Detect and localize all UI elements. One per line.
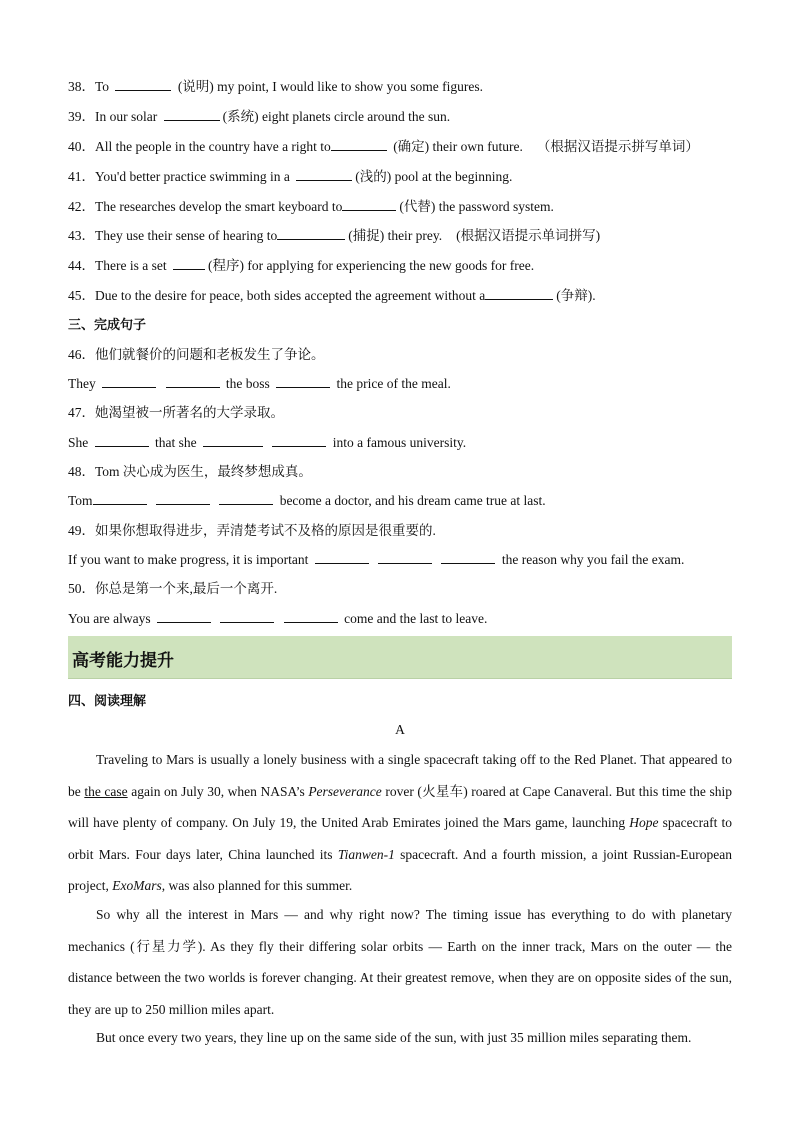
answer-blank[interactable] bbox=[115, 78, 171, 91]
question-text: (说明) my point, I would like to show you some figures. bbox=[174, 79, 484, 94]
answer-blank[interactable] bbox=[277, 227, 345, 240]
answer-blank[interactable] bbox=[331, 138, 387, 151]
question-text: (系统) eight planets circle around the sun. bbox=[222, 109, 451, 124]
question-text: (争辩). bbox=[556, 288, 596, 303]
question-number: 45． bbox=[68, 288, 95, 303]
question-text: All the people in the country have a right to bbox=[95, 139, 331, 154]
italic-name: Perseverance bbox=[308, 783, 382, 799]
sentence-47-cn: 47．她渴望被一所著名的大学录取。 bbox=[68, 405, 284, 420]
question-text: To bbox=[95, 79, 113, 94]
answer-blank[interactable] bbox=[485, 287, 553, 300]
question-text: They use their sense of hearing to bbox=[95, 228, 278, 243]
question-note: （根据汉语提示拼写单词） bbox=[536, 139, 699, 154]
sentence-50-en bbox=[68, 610, 487, 628]
sentence-text: If you want to make progress, it is important bbox=[68, 552, 312, 567]
answer-blank[interactable] bbox=[441, 551, 495, 564]
question-number: 43． bbox=[68, 228, 95, 243]
sentence-text: the reason why you fail the exam. bbox=[501, 552, 685, 567]
sentence-text: They bbox=[68, 376, 100, 391]
paragraph-text: again on July 30, when NASA’s bbox=[127, 783, 309, 799]
italic-name: Hope bbox=[629, 815, 659, 831]
question-text: There is a set bbox=[95, 258, 170, 273]
answer-blank[interactable] bbox=[296, 168, 352, 181]
question-39 bbox=[68, 108, 450, 126]
passage-paragraph-2: So why all the interest in Mars — and why right now? The timing issue has everything to do with planetary mechanics (行星力学). As they fly their differing solar orbits — Earth on the inner track, Mars on the outer — the distance between the two worlds is forever changing. At their greatest remove, when they are on opposite sides of the sun, they are up to 250 million miles apart. bbox=[68, 907, 732, 1017]
italic-name: Tianwen-1 bbox=[337, 846, 395, 862]
answer-blank[interactable] bbox=[315, 551, 369, 564]
question-41 bbox=[68, 168, 512, 186]
passage-paragraph-1 bbox=[68, 744, 732, 902]
question-text: The researches develop the smart keyboard to bbox=[95, 199, 343, 214]
answer-blank[interactable] bbox=[102, 375, 156, 388]
section-title: 四、阅读理解 bbox=[68, 694, 147, 709]
answer-blank[interactable] bbox=[342, 198, 396, 211]
question-42 bbox=[68, 198, 554, 216]
underlined-phrase: the case bbox=[84, 783, 128, 799]
passage-label: A bbox=[395, 722, 405, 737]
sentence-48-en bbox=[68, 492, 546, 510]
question-text: (代替) the password system. bbox=[399, 199, 554, 214]
question-43 bbox=[68, 227, 600, 245]
question-text: (确定) their own future. bbox=[389, 139, 523, 154]
sentence-text: Tom bbox=[68, 493, 93, 508]
answer-blank[interactable] bbox=[93, 492, 147, 505]
question-45 bbox=[68, 287, 596, 305]
sentence-text: You are always bbox=[68, 611, 154, 626]
sentence-text: become a doctor, and his dream came true at last. bbox=[279, 493, 546, 508]
section-banner bbox=[68, 636, 732, 679]
sentence-48-cn: 48．Tom 决心成为医生，最终梦想成真。 bbox=[68, 464, 312, 479]
sentence-text: the boss bbox=[225, 376, 274, 391]
answer-blank[interactable] bbox=[203, 434, 263, 447]
answer-blank[interactable] bbox=[276, 375, 330, 388]
paragraph-text: spacecraft. And a fourth mission, a joint Russian-European project, bbox=[68, 846, 732, 894]
section-title: 三、完成句子 bbox=[68, 318, 147, 333]
answer-blank[interactable] bbox=[219, 492, 273, 505]
answer-blank[interactable] bbox=[284, 610, 338, 623]
question-text: Due to the desire for peace, both sides accepted the agreement without a bbox=[95, 288, 486, 303]
sentence-text: the price of the meal. bbox=[336, 376, 451, 391]
sentence-46-cn: 46．他们就餐价的问题和老板发生了争论。 bbox=[68, 347, 325, 362]
answer-blank[interactable] bbox=[157, 610, 211, 623]
answer-blank[interactable] bbox=[164, 108, 220, 121]
sentence-49-en bbox=[68, 551, 684, 569]
question-44 bbox=[68, 257, 534, 275]
answer-blank[interactable] bbox=[95, 434, 149, 447]
question-number: 44． bbox=[68, 258, 95, 273]
question-note: (根据汉语提示单词拼写) bbox=[456, 228, 601, 243]
question-text: (程序) for applying for experiencing the new goods for free. bbox=[207, 258, 535, 273]
question-text: (浅的) pool at the beginning. bbox=[355, 169, 513, 184]
answer-blank[interactable] bbox=[166, 375, 220, 388]
sentence-text: She bbox=[68, 435, 92, 450]
question-40 bbox=[68, 138, 699, 156]
sentence-49-cn: 49．如果你想取得进步，弄清楚考试不及格的原因是很重要的. bbox=[68, 523, 436, 538]
answer-blank[interactable] bbox=[272, 434, 326, 447]
question-text: You'd better practice swimming in a bbox=[95, 169, 294, 184]
answer-blank[interactable] bbox=[156, 492, 210, 505]
sentence-text: come and the last to leave. bbox=[344, 611, 488, 626]
question-number: 39． bbox=[68, 109, 95, 124]
sentence-text: that she bbox=[155, 435, 200, 450]
paragraph-text: Traveling to Mars is usually a lonely business with a single spacecraft taking off to the Red Planet. That appeared to be bbox=[68, 752, 732, 799]
question-38 bbox=[68, 78, 483, 96]
paragraph-text: spacecraft to orbit Mars. Four days later, China launched its bbox=[68, 815, 732, 862]
paragraph-text: rover (火星车) roared at Cape Canaveral. But this time the ship will have plenty of company. On July 19, the United Arab Emirates joined the Mars game, launching bbox=[68, 783, 732, 831]
question-text: (捕捉) their prey. bbox=[348, 228, 443, 243]
answer-blank[interactable] bbox=[173, 257, 205, 270]
answer-blank[interactable] bbox=[220, 610, 274, 623]
passage-paragraph-3: But once every two years, they line up on the same side of the sun, with just 35 million miles separating them. bbox=[96, 1030, 692, 1045]
question-number: 41． bbox=[68, 169, 95, 184]
sentence-47-en bbox=[68, 434, 466, 452]
question-number: 40． bbox=[68, 139, 95, 154]
question-text: In our solar bbox=[95, 109, 161, 124]
italic-name: ExoMars bbox=[112, 878, 162, 894]
sentence-text: into a famous university. bbox=[332, 435, 467, 450]
sentence-50-cn: 50．你总是第一个来,最后一个离开. bbox=[68, 581, 278, 596]
banner-title: 高考能力提升 bbox=[72, 651, 174, 671]
question-number: 42． bbox=[68, 199, 95, 214]
paragraph-text: , was also planned for this summer. bbox=[161, 878, 353, 894]
sentence-46-en bbox=[68, 375, 451, 393]
question-number: 38． bbox=[68, 79, 95, 94]
answer-blank[interactable] bbox=[378, 551, 432, 564]
